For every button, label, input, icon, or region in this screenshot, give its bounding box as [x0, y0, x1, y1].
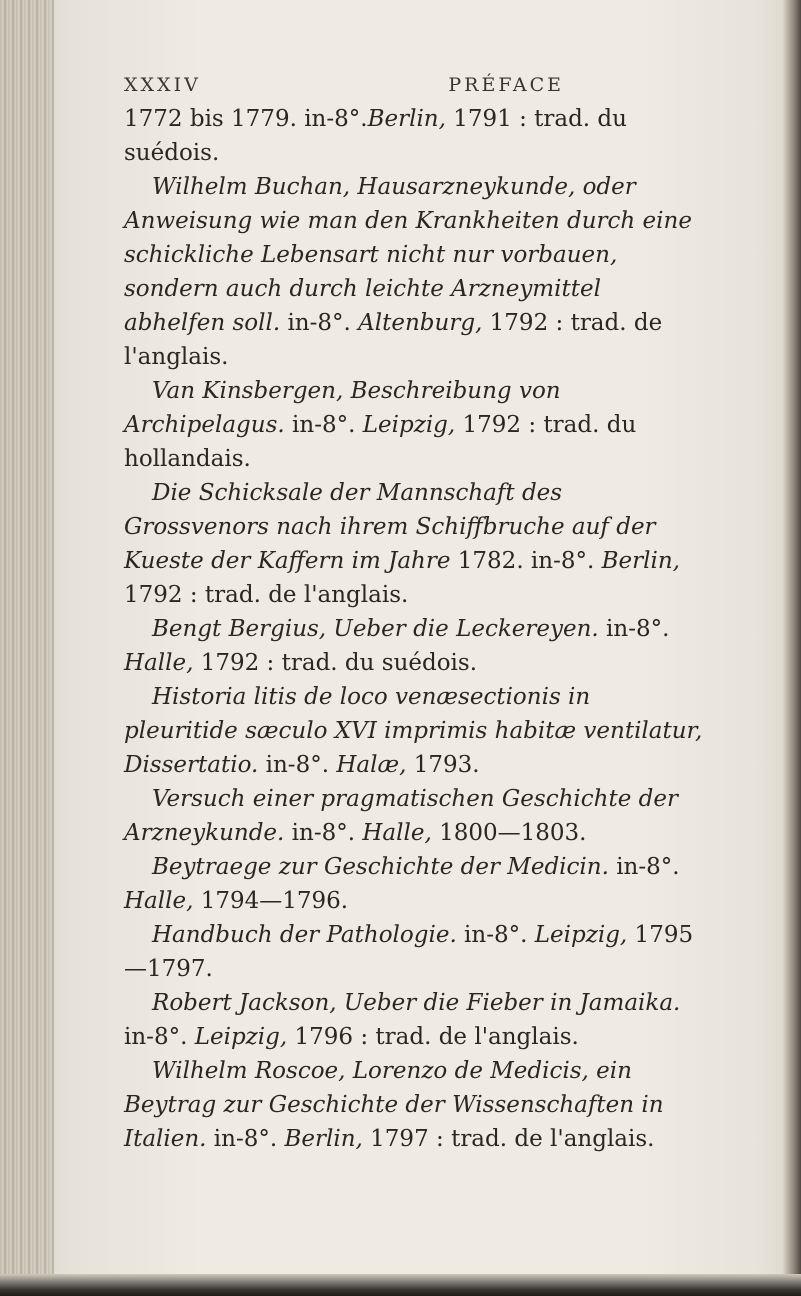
book-binding-edge — [0, 0, 54, 1296]
entry-details: 1791 : trad. du suédois. — [124, 106, 627, 166]
entry-details: 1795—1797. — [124, 922, 694, 982]
running-header — [124, 74, 564, 96]
bibliography-entry — [124, 782, 704, 850]
entry-format: in-8°. — [206, 1126, 278, 1152]
entry-details: 1792 : trad. du hollandais. — [124, 412, 637, 472]
entry-place: Halle, — [124, 888, 194, 914]
entry-format: 1772 bis 1779. in-8°. — [124, 106, 368, 132]
entry-title: Lorenzo de Medicis, ein Beytrag zur Geschichte der Wissenschaften in Italien. — [124, 1058, 664, 1152]
bibliography-entry — [124, 476, 704, 612]
entry-format: in-8°. — [258, 752, 330, 778]
bibliography-entry — [124, 680, 704, 782]
entry-place: Leipzig, — [527, 922, 628, 948]
entry-format: in-8°. — [284, 820, 356, 846]
entry-format: in-8°. — [124, 1024, 188, 1050]
bibliography-entry — [124, 850, 704, 918]
bibliography-entry — [124, 374, 704, 476]
entry-place: Halle, — [355, 820, 432, 846]
entry-place: Leipzig, — [355, 412, 456, 438]
page-number: XXXIV — [124, 74, 201, 96]
entry-details: 1800—1803. — [431, 820, 587, 846]
entry-format: in-8°. — [598, 616, 670, 642]
entry-title: Versuch einer pragmatischen Geschichte der Arzneykunde. — [124, 786, 678, 846]
bibliography-entry — [124, 170, 704, 374]
entry-place: Berlin, — [367, 106, 446, 132]
page-right-edge — [783, 0, 801, 1296]
entry-format: in-8°. — [284, 412, 356, 438]
entry-title: Beschreibung von Archipelagus. — [124, 378, 561, 438]
entry-place: Halæ, — [329, 752, 407, 778]
entry-title: Ueber die Leckereyen. — [326, 616, 599, 642]
entry-details: 1797 : trad. de l'anglais. — [362, 1126, 655, 1152]
entry-title: Handbuch der Pathologie. — [152, 922, 457, 948]
entry-format: 1782. in-8°. — [450, 548, 595, 574]
entry-title: Die Schicksale der Mannschaft des Grossvenors nach ihrem Schiffbruche auf der Kueste der Kaffern im Jahre — [124, 480, 656, 574]
entry-format: in-8°. — [456, 922, 528, 948]
entry-author: Van Kinsbergen, — [152, 378, 344, 404]
entry-author: Bengt Bergius, — [152, 616, 327, 642]
entry-place: Altenburg, — [350, 310, 483, 336]
entry-details: 1796 : trad. de l'anglais. — [287, 1024, 579, 1050]
entry-place: Leipzig, — [187, 1024, 288, 1050]
bibliography-entry — [124, 612, 704, 680]
entry-place: Berlin, — [277, 1126, 363, 1152]
running-title: PRÉFACE — [448, 74, 564, 96]
entry-format: in-8°. — [280, 310, 351, 336]
entry-author: Wilhelm Buchan, — [152, 174, 351, 200]
entry-author: Wilhelm Roscoe, — [152, 1058, 346, 1084]
entry-place: Berlin, — [594, 548, 680, 574]
entry-title: Hausarzneykunde, oder Anweisung wie man den Krankheiten durch eine schickliche Lebensart nicht nur vorbauen, sondern auch durch leichte Arzneymittel abhelfen soll. — [124, 174, 692, 336]
page-content — [124, 74, 704, 1156]
entry-format: in-8°. — [608, 854, 680, 880]
entry-details: 1794—1796. — [193, 888, 349, 914]
entry-details: 1792 : trad. de l'anglais. — [124, 582, 409, 608]
entry-details: 1792 : trad. du suédois. — [193, 650, 478, 676]
entry-author: Robert Jackson, — [152, 990, 337, 1016]
bibliography-entry — [124, 1054, 704, 1156]
entry-title: Ueber die Fieber in Jamaika. — [336, 990, 681, 1016]
entry-details: 1792 : trad. de l'anglais. — [124, 310, 663, 370]
entry-title: Beytraege zur Geschichte der Medicin. — [152, 854, 609, 880]
entry-details: 1793. — [406, 752, 480, 778]
bibliography-entry — [124, 986, 704, 1054]
entry-place: Halle, — [124, 650, 194, 676]
page-bottom-edge — [0, 1274, 801, 1296]
bibliography-entry — [124, 102, 704, 170]
bibliography-entry — [124, 918, 704, 986]
entry-title: Historia litis de loco venæsectionis in pleuritide sæculo XVI imprimis habitæ ventilatur, Dissertatio. — [124, 684, 703, 778]
